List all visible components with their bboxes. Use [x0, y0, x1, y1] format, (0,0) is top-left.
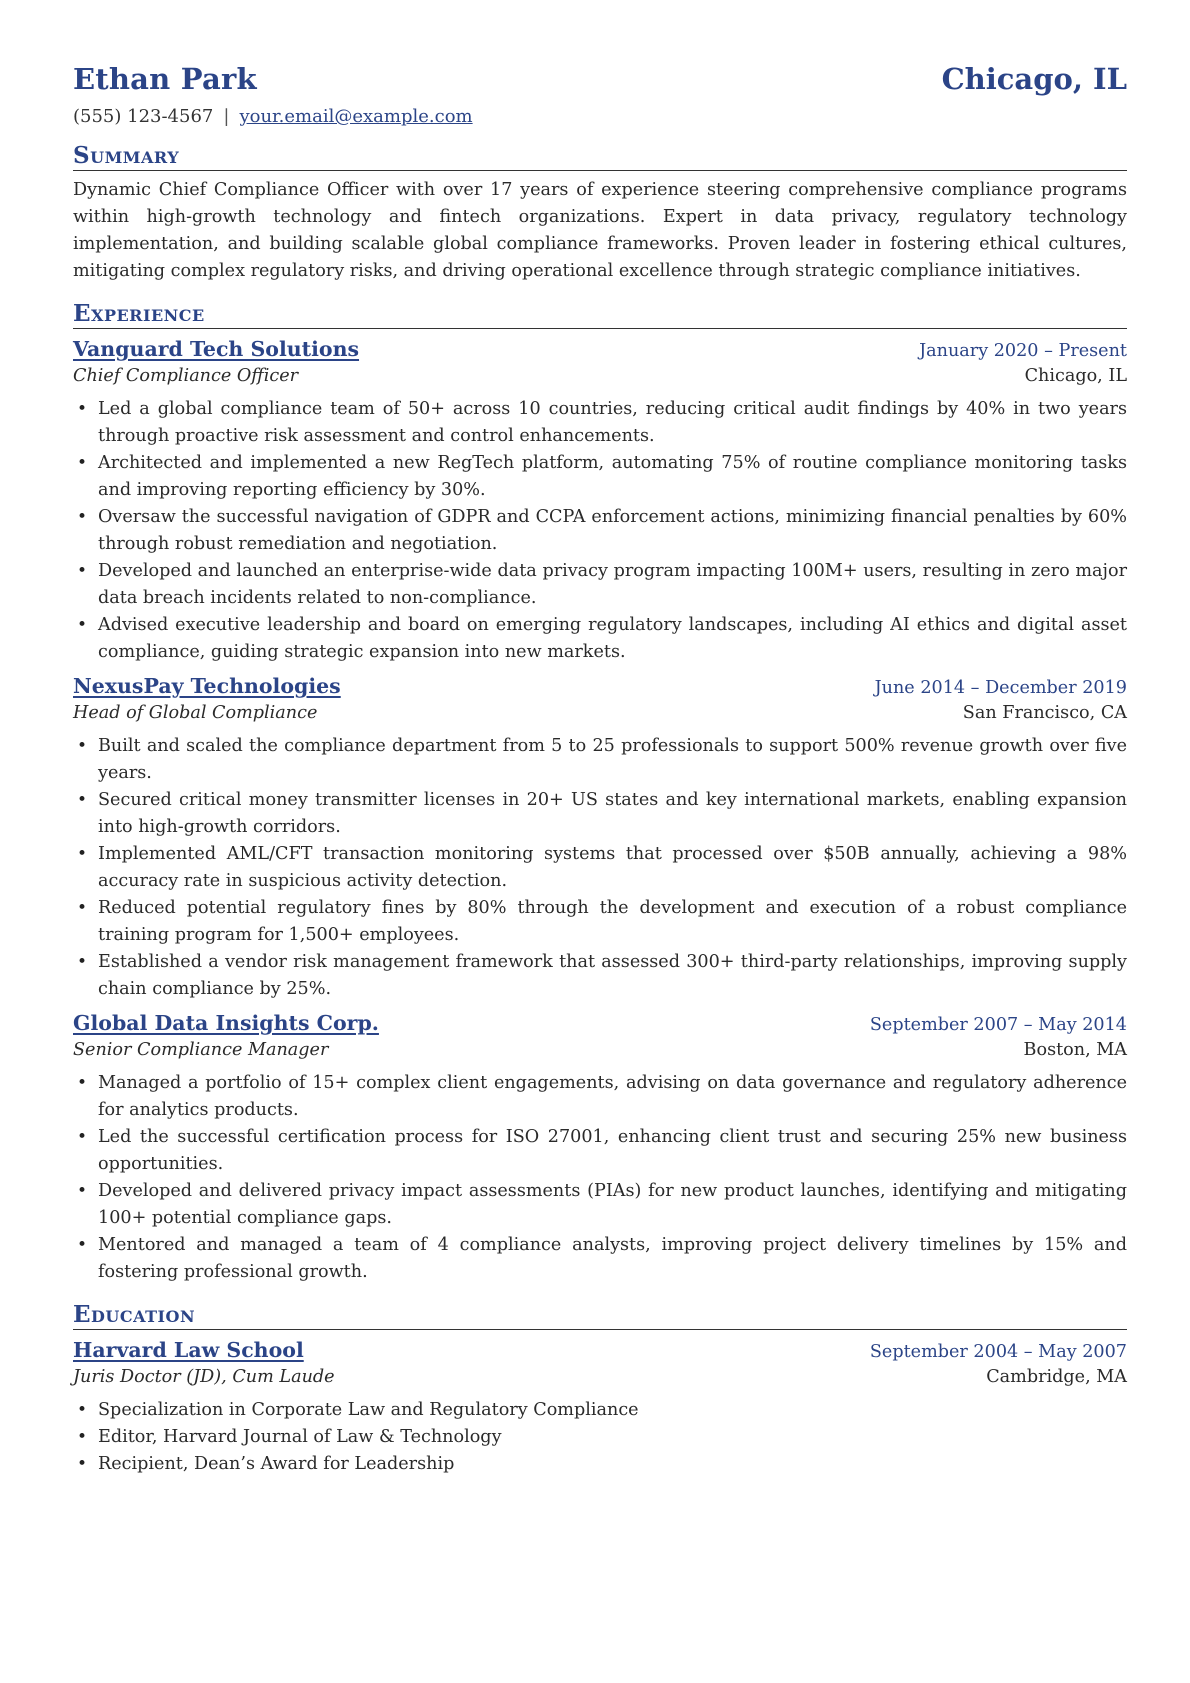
entry-header [73, 337, 1127, 361]
entry-subheader [73, 366, 1127, 386]
section-title-summary: Summary [73, 143, 1127, 171]
candidate-name: Ethan Park [73, 62, 257, 96]
summary-section [73, 143, 1127, 285]
entry-dates: September 2007 – May 2014 [869, 1015, 1127, 1035]
experience-entry [73, 337, 1127, 666]
bullet-item: • Developed and launched an enterprise-wide data privacy program impacting 100M+ users, resulting in zero major data breach incidents related to non-compliance. [98, 558, 1127, 612]
company-link[interactable]: NexusPay Technologies [73, 674, 341, 698]
resume-page [73, 62, 1127, 1478]
entry-dates: June 2014 – December 2019 [874, 678, 1127, 698]
entry-subheader [73, 1367, 1127, 1387]
education-section [73, 1302, 1127, 1478]
entry-location: San Francisco, CA [962, 703, 1127, 723]
bullet-item: • Implemented AML/CFT transaction monitoring systems that processed over $50B annually, achieving a 98% accuracy rate in suspicious activity detection. [98, 841, 1127, 895]
company-link[interactable]: Vanguard Tech Solutions [73, 337, 360, 361]
job-title: Chief Compliance Officer [73, 366, 299, 386]
entry-subheader [73, 1040, 1127, 1060]
experience-entry [73, 1011, 1127, 1286]
job-title: Senior Compliance Manager [73, 1040, 329, 1060]
bullet-item: • Reduced potential regulatory fines by 80% through the development and execution of a robust compliance training program for 1,500+ employees. [98, 895, 1127, 949]
experience-section [73, 301, 1127, 1286]
entry-dates: January 2020 – Present [919, 341, 1127, 361]
bullet-item: • Built and scaled the compliance department from 5 to 25 professionals to support 500% revenue growth over five years. [98, 733, 1127, 787]
entry-location: Chicago, IL [1024, 366, 1127, 386]
bullet-item: • Established a vendor risk management framework that assessed 300+ third-party relationships, improving supply chain compliance by 25%. [98, 949, 1127, 1003]
entry-header [73, 1011, 1127, 1035]
summary-text: Dynamic Chief Compliance Officer with over 17 years of experience steering comprehensive compliance programs within high-growth technology and fintech organizations. Expert in data privacy, regulatory technology implementation, and building scalable global compliance frameworks. Proven leader in fostering ethical cultures, mitigating complex regulatory risks, and driving operational excellence through strategic compliance initiatives. [73, 180, 1127, 281]
candidate-location: Chicago, IL [941, 62, 1127, 96]
bullet-list [73, 396, 1127, 666]
entry-header [73, 1338, 1127, 1362]
bullet-list [73, 1070, 1127, 1286]
bullet-item: • Led the successful certification process for ISO 27001, enhancing client trust and securing 25% new business opportunities. [98, 1124, 1127, 1178]
degree: Juris Doctor (JD), Cum Laude [73, 1367, 335, 1387]
company-link[interactable]: Global Data Insights Corp. [73, 1011, 379, 1035]
bullet-item: • Recipient, Dean’s Award for Leadership [98, 1451, 1127, 1478]
bullet-item: • Developed and delivered privacy impact assessments (PIAs) for new product launches, identifying and mitigating 100+ potential compliance gaps. [98, 1178, 1127, 1232]
section-title-education: Education [73, 1302, 1127, 1330]
resume-header [73, 62, 1127, 96]
bullet-item: • Oversaw the successful navigation of GDPR and CCPA enforcement actions, minimizing financial penalties by 60% through robust remediation and negotiation. [98, 504, 1127, 558]
bullet-item: • Specialization in Corporate Law and Regulatory Compliance [98, 1397, 1127, 1424]
section-title-experience: Experience [73, 301, 1127, 329]
bullet-item: • Managed a portfolio of 15+ complex client engagements, advising on data governance and regulatory adherence for analytics products. [98, 1070, 1127, 1124]
education-entry [73, 1338, 1127, 1478]
job-title: Head of Global Compliance [73, 703, 318, 723]
entry-dates: September 2004 – May 2007 [869, 1342, 1127, 1362]
experience-entry [73, 674, 1127, 1003]
bullet-list [73, 1397, 1127, 1478]
contact-line [73, 106, 1127, 127]
bullet-item: • Editor, Harvard Journal of Law & Technology [98, 1424, 1127, 1451]
contact-separator: | [223, 106, 230, 127]
entry-location: Cambridge, MA [986, 1367, 1127, 1387]
bullet-item: • Architected and implemented a new RegTech platform, automating 75% of routine compliance monitoring tasks and improving reporting efficiency by 30%. [98, 450, 1127, 504]
phone-number: (555) 123-4567 [73, 106, 214, 127]
bullet-item: • Secured critical money transmitter licenses in 20+ US states and key international markets, enabling expansion into high-growth corridors. [98, 787, 1127, 841]
entry-subheader [73, 703, 1127, 723]
bullet-item: • Led a global compliance team of 50+ across 10 countries, reducing critical audit findings by 40% in two years through proactive risk assessment and control enhancements. [98, 396, 1127, 450]
bullet-list [73, 733, 1127, 1003]
bullet-item: • Mentored and managed a team of 4 compliance analysts, improving project delivery timelines by 15% and fostering professional growth. [98, 1232, 1127, 1286]
school-link[interactable]: Harvard Law School [73, 1338, 304, 1362]
entry-location: Boston, MA [1023, 1040, 1127, 1060]
bullet-item: • Advised executive leadership and board on emerging regulatory landscapes, including AI ethics and digital asset compliance, guiding strategic expansion into new markets. [98, 612, 1127, 666]
entry-header [73, 674, 1127, 698]
email-link[interactable]: your.email@example.com [239, 106, 473, 127]
